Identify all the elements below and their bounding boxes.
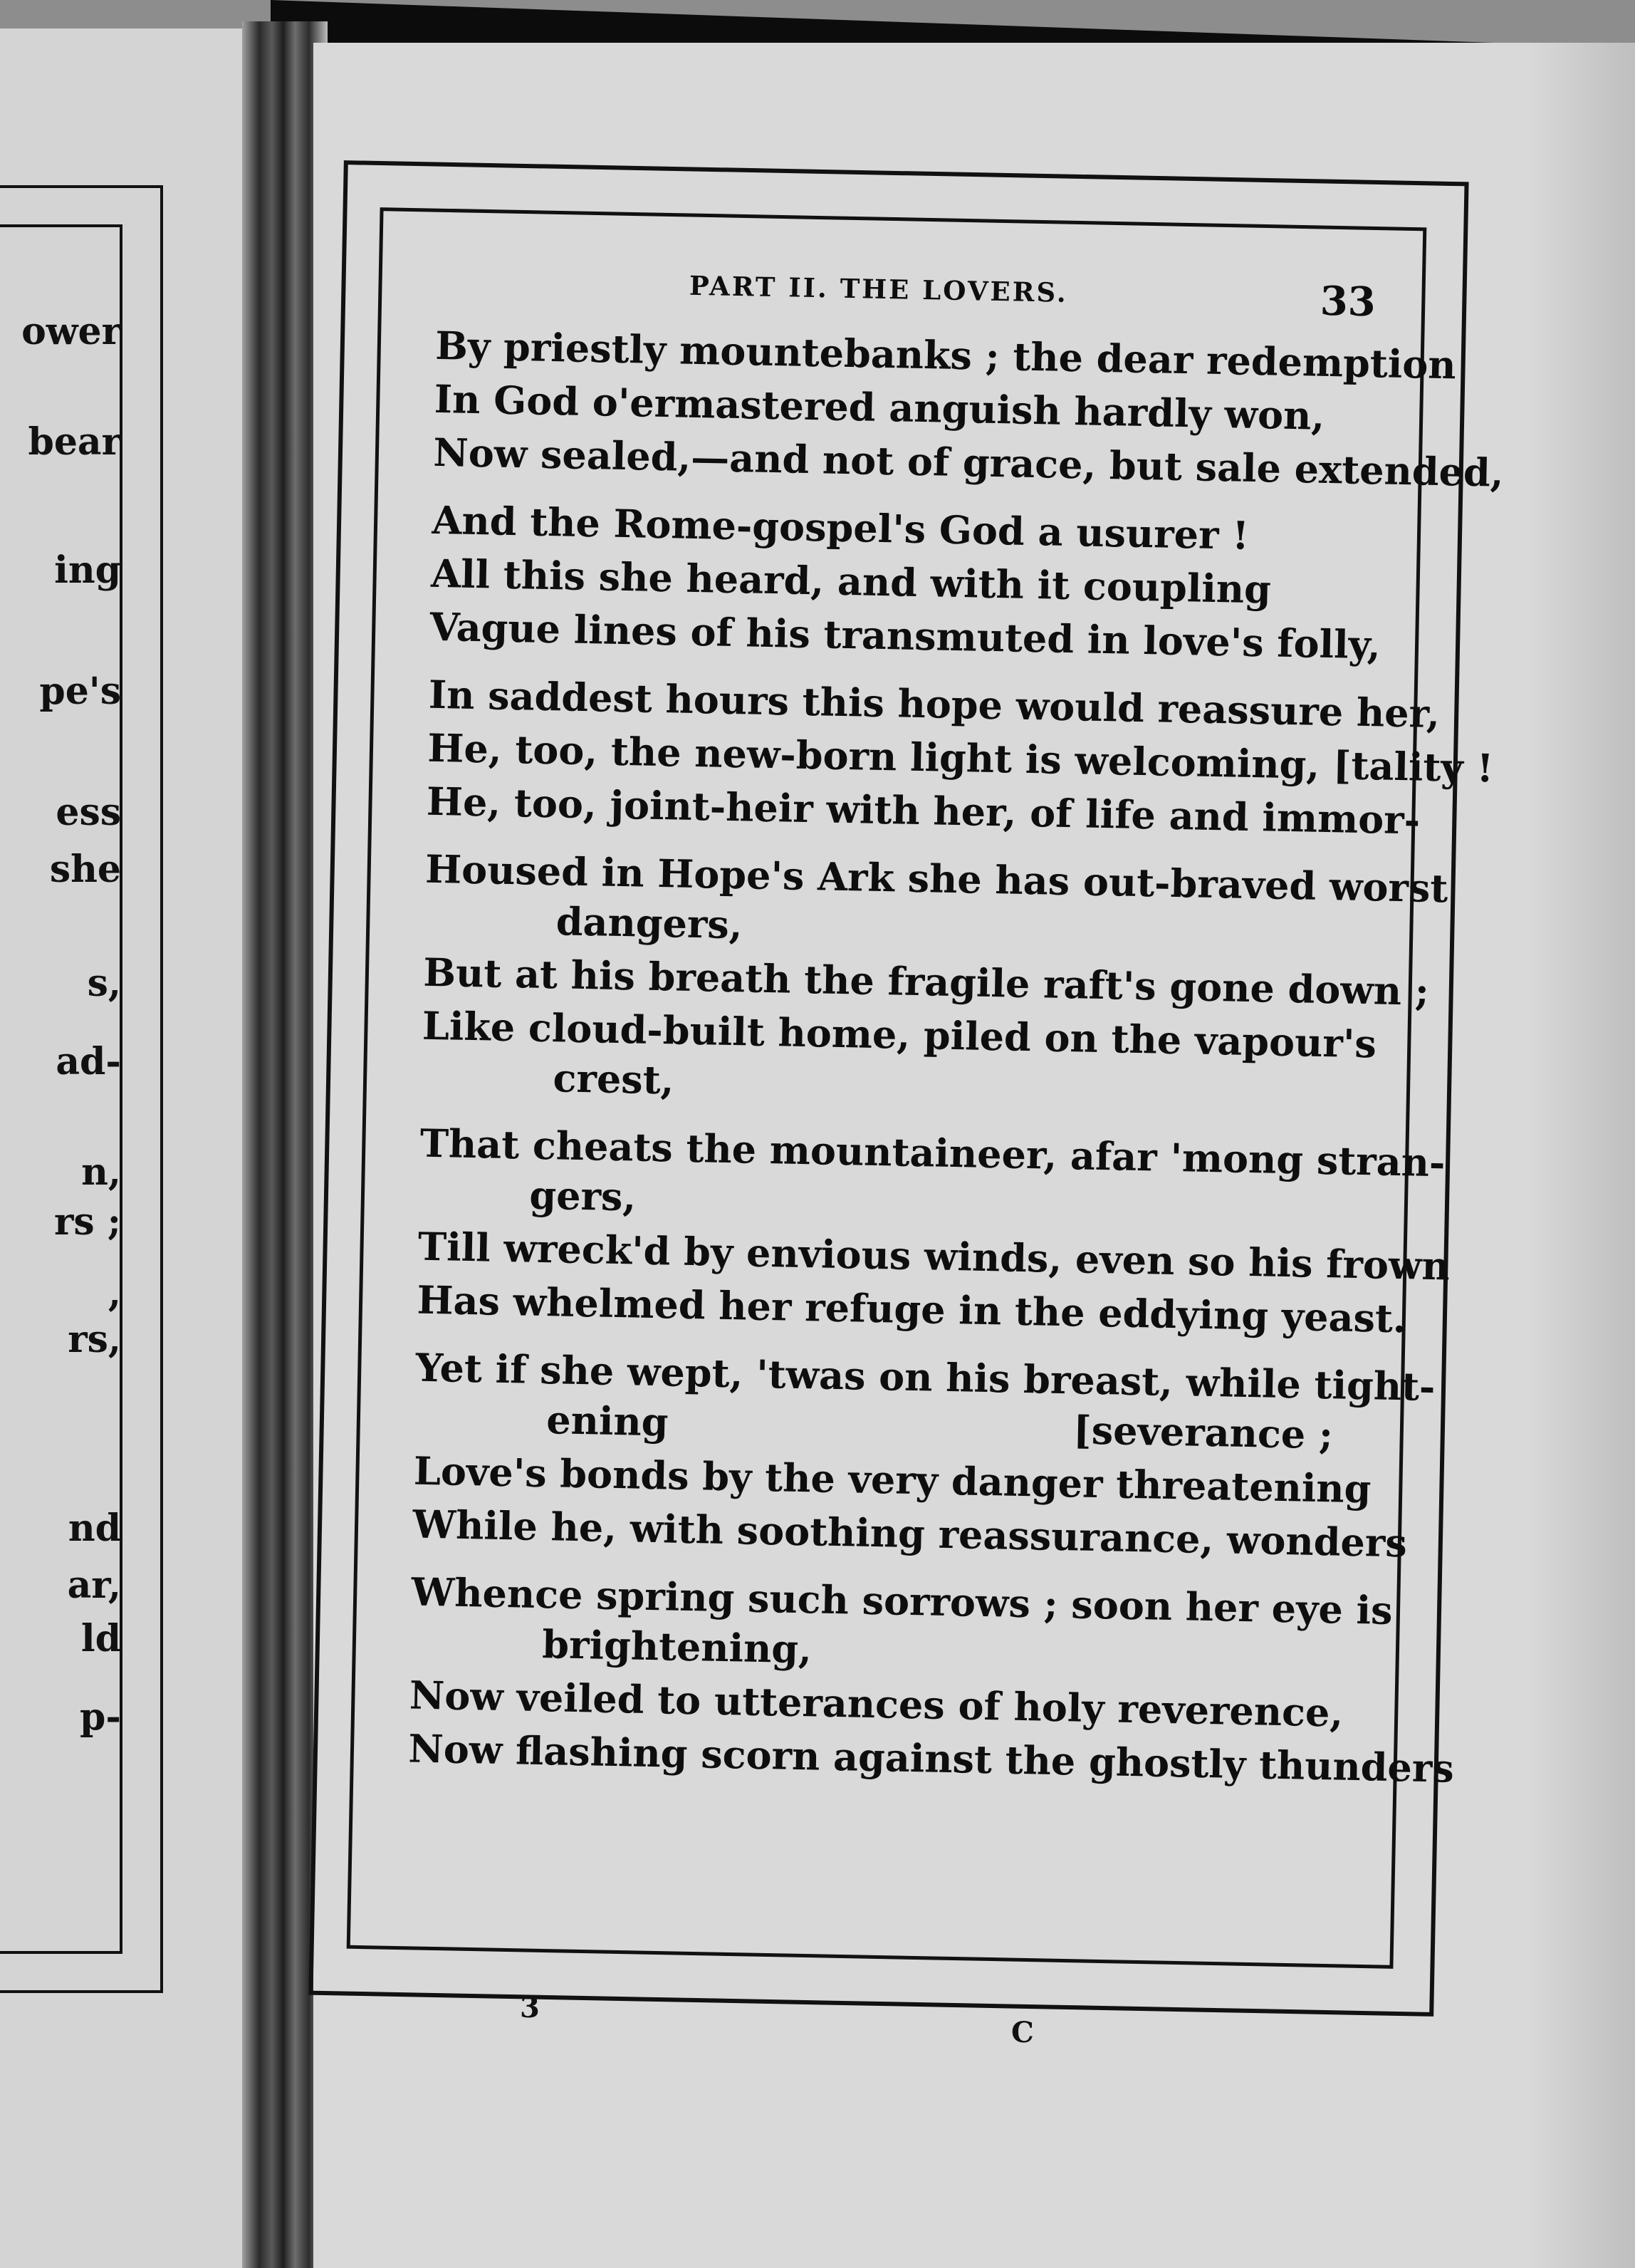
verse-line: But at his breath the fragile raft's gone down ; xyxy=(422,949,1430,1014)
left-page-fragment: p- xyxy=(80,1695,121,1739)
verse-line: Vague lines of his transmuted in love's folly, xyxy=(429,603,1381,668)
verse-line-continuation: gers, xyxy=(528,1172,637,1220)
page-number: 33 xyxy=(1320,277,1377,326)
verse-line-continuation: ening xyxy=(545,1397,669,1445)
verse-line: Has whelmed her refuge in the eddying yeast. xyxy=(416,1276,1407,1342)
left-page xyxy=(0,28,271,2268)
signature-mark: C xyxy=(1011,2016,1034,2049)
left-page-fragment: ess xyxy=(56,791,121,834)
left-page-fragment: ld xyxy=(80,1617,121,1660)
verse-line-continuation: dangers, xyxy=(555,898,743,948)
left-page-fragment: , xyxy=(108,1271,121,1315)
verse-line: While he, with soothing reassurance, wonders xyxy=(412,1501,1408,1566)
left-page-fragment: ad- xyxy=(56,1040,121,1083)
verse-line: He, too, joint-heir with her, of life and immor- xyxy=(426,778,1421,843)
left-page-fragment: rs ; xyxy=(54,1200,121,1244)
verse-line: Till wreck'd by envious winds, even so his frown xyxy=(417,1223,1451,1289)
signature-mark: 3 xyxy=(520,1991,540,2024)
verse-line: He, too, the new-born light is welcoming, [tality ! xyxy=(427,724,1494,791)
left-page-fragment: rs, xyxy=(68,1318,121,1361)
verse-line: Whence spring such sorrows ; soon her eye is xyxy=(411,1569,1394,1633)
verse-line: Housed in Hope's Ark she has out-braved worst xyxy=(424,846,1448,912)
verse-line: Now veiled to utterances of holy reverence, xyxy=(409,1672,1344,1736)
verse-line: In God o'ermastered anguish hardly won, xyxy=(434,375,1325,439)
left-page-fragment: pe's xyxy=(39,670,121,713)
verse-line: Yet if she wept, 'twas on his breast, while tight- xyxy=(415,1344,1436,1410)
verse-line-carryover: [severance ; xyxy=(1072,1407,1334,1458)
left-page-fragment: bear xyxy=(28,420,121,464)
running-head: PART II. THE LOVERS. xyxy=(689,269,1069,308)
verse-line: Now sealed,—and not of grace, but sale extended, xyxy=(432,429,1505,496)
left-page-fragment: nd xyxy=(68,1507,121,1550)
verse-line: Like cloud-built home, piled on the vapour's xyxy=(422,1002,1377,1067)
left-page-fragment: n, xyxy=(81,1150,121,1194)
left-page-fragment: ar, xyxy=(67,1564,121,1607)
verse-line: Now flashing scorn against the ghostly thunders xyxy=(407,1725,1455,1791)
verse-line: All this she heard, and with it coupling xyxy=(430,550,1272,613)
left-page-fragment: she xyxy=(49,848,121,891)
verse-line: And the Rome-gospel's God a usurer ! xyxy=(432,496,1250,558)
verse-line: That cheats the mountaineer, afar 'mong stran- xyxy=(419,1120,1446,1186)
left-page-fragment: ower xyxy=(21,310,121,353)
verse-line-continuation: crest, xyxy=(553,1055,675,1103)
verse-line: In saddest hours this hope would reassure her, xyxy=(428,671,1441,737)
left-page-inner-border xyxy=(0,224,122,1954)
left-page-fragment: ing xyxy=(54,548,121,592)
verse-line: Love's bonds by the very danger threatening xyxy=(413,1447,1372,1512)
page-edge-shadow xyxy=(1528,43,1635,2268)
verse-line: By priestly mountebanks ; the dear redemption xyxy=(434,322,1457,388)
verse-line-continuation: brightening, xyxy=(541,1621,813,1673)
left-page-fragment: s, xyxy=(87,962,121,1005)
